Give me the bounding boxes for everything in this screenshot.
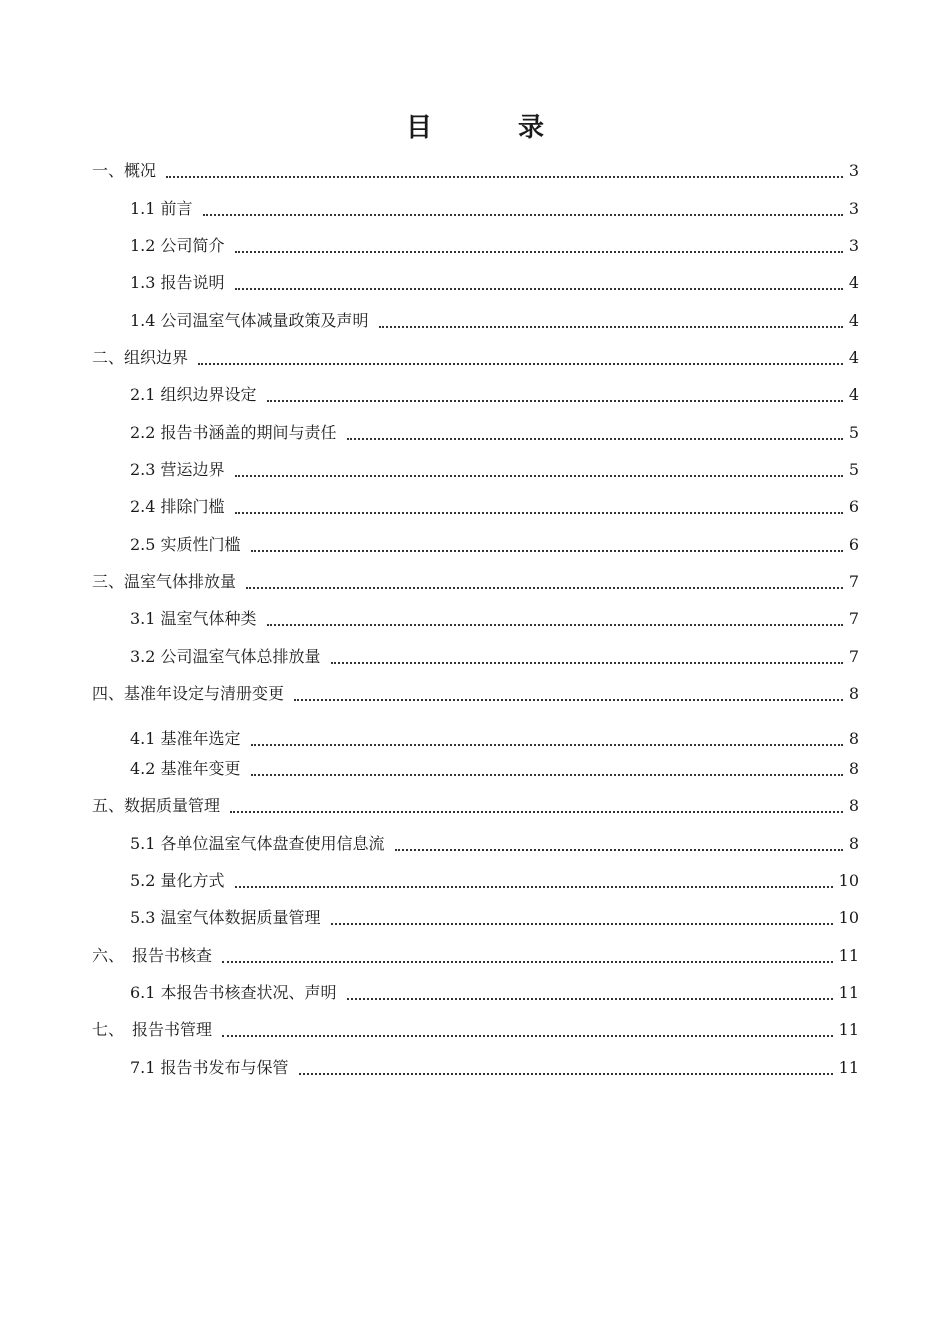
dot-leader [395,848,843,851]
toc-entry-label: 5.3 温室气体数据质量管理 [130,908,321,927]
toc-entry-page: 11 [838,946,859,965]
toc-entry-2-2[interactable] [130,420,859,446]
dot-leader [198,362,843,365]
toc-entry-page: 11 [838,1020,859,1039]
dot-leader [267,399,843,402]
toc-entry-page: 8 [848,834,859,853]
dot-leader [347,437,843,440]
toc-entry-7[interactable] [92,1017,859,1043]
toc-entry-label: 1.3 报告说明 [130,273,225,292]
toc-entry-label: 七、 报告书管理 [92,1020,213,1039]
toc-entry-2-1[interactable] [130,382,859,408]
toc-entry-label: 3.1 温室气体种类 [130,609,257,628]
toc-entry-page: 6 [848,535,859,554]
toc-entry-page: 7 [848,647,859,666]
toc-entry-label: 6.1 本报告书核查状况、声明 [130,983,337,1002]
toc-entry-label: 四、基准年设定与清册变更 [92,684,285,703]
toc-entry-1-3[interactable] [130,270,859,296]
toc-entry-page: 6 [848,497,859,516]
toc-entry-page: 3 [848,199,859,218]
toc-entry-page: 4 [848,273,859,292]
dot-leader [379,325,843,328]
toc-entry-3[interactable] [92,569,859,595]
dot-leader [251,773,843,776]
toc-entry-label: 5.1 各单位温室气体盘查使用信息流 [130,834,385,853]
toc-entry-page: 5 [848,460,859,479]
toc-entry-page: 3 [848,236,859,255]
toc-entry-2-5[interactable] [130,532,859,558]
page-title: 目 录 [405,113,574,143]
toc-entry-4-1[interactable] [130,726,859,752]
toc-entry-1-4[interactable] [130,308,859,334]
toc-entry-4-2[interactable] [130,756,859,782]
dot-leader [347,997,833,1000]
toc-entry-2-3[interactable] [130,457,859,483]
toc-entry-label: 六、 报告书核查 [92,946,213,965]
toc-entry-page: 4 [848,348,859,367]
dot-leader [166,175,843,178]
toc-entry-5-3[interactable] [130,905,859,931]
toc-entry-label: 3.2 公司温室气体总排放量 [130,647,321,666]
dot-leader [222,960,833,963]
toc-entry-label: 4.2 基准年变更 [130,759,241,778]
toc-entry-page: 3 [848,161,859,180]
dot-leader [331,922,833,925]
toc-entry-1-1[interactable] [130,196,859,222]
toc-entry-label: 2.1 组织边界设定 [130,385,257,404]
toc-entry-label: 三、温室气体排放量 [92,572,237,591]
toc-entry-label: 1.2 公司简介 [130,236,225,255]
toc-entry-page: 7 [848,609,859,628]
toc-entry-5-2[interactable] [130,868,859,894]
dot-leader [230,810,843,813]
toc-entry-label: 7.1 报告书发布与保管 [130,1058,289,1077]
toc-entry-1[interactable] [92,158,859,184]
toc-entry-1-2[interactable] [130,233,859,259]
toc-entry-label: 2.3 营运边界 [130,460,225,479]
dot-leader [222,1034,833,1037]
toc-entry-3-1[interactable] [130,606,859,632]
dot-leader [203,213,843,216]
toc-entry-page: 4 [848,311,859,330]
toc-entry-page: 7 [848,572,859,591]
toc-entry-page: 8 [848,684,859,703]
toc-entry-label: 2.2 报告书涵盖的期间与责任 [130,423,337,442]
toc-entry-label: 二、组织边界 [92,348,189,367]
dot-leader [251,743,843,746]
toc-entry-5-1[interactable] [130,831,859,857]
toc-entry-5[interactable] [92,793,859,819]
toc-entry-label: 一、概况 [92,161,157,180]
toc-entry-6[interactable] [92,943,859,969]
dot-leader [235,287,843,290]
toc-entry-2-4[interactable] [130,494,859,520]
dot-leader [251,549,843,552]
toc-entry-page: 11 [838,1058,859,1077]
toc-entry-page: 10 [838,908,859,927]
toc-entry-label: 五、数据质量管理 [92,796,221,815]
toc-entry-2[interactable] [92,345,859,371]
toc-entry-page: 5 [848,423,859,442]
dot-leader [246,586,843,589]
toc-entry-label: 1.1 前言 [130,199,193,218]
toc-entry-4[interactable] [92,681,859,707]
toc-entry-page: 11 [838,983,859,1002]
dot-leader [235,885,833,888]
dot-leader [235,511,843,514]
toc-entry-label: 2.5 实质性门槛 [130,535,241,554]
toc-entry-7-1[interactable] [130,1055,859,1081]
dot-leader [235,474,843,477]
toc-entry-label: 1.4 公司温室气体减量政策及声明 [130,311,369,330]
dot-leader [294,698,843,701]
toc-entry-label: 5.2 量化方式 [130,871,225,890]
dot-leader [299,1072,833,1075]
dot-leader [331,661,843,664]
toc-entry-label: 2.4 排除门槛 [130,497,225,516]
toc-entry-page: 10 [838,871,859,890]
toc-entry-page: 8 [848,796,859,815]
toc-entry-page: 4 [848,385,859,404]
toc-entry-page: 8 [848,729,859,748]
dot-leader [267,623,843,626]
toc-entry-page: 8 [848,759,859,778]
toc-entry-label: 4.1 基准年选定 [130,729,241,748]
dot-leader [235,250,843,253]
toc-entry-6-1[interactable] [130,980,859,1006]
toc-entry-3-2[interactable] [130,644,859,670]
